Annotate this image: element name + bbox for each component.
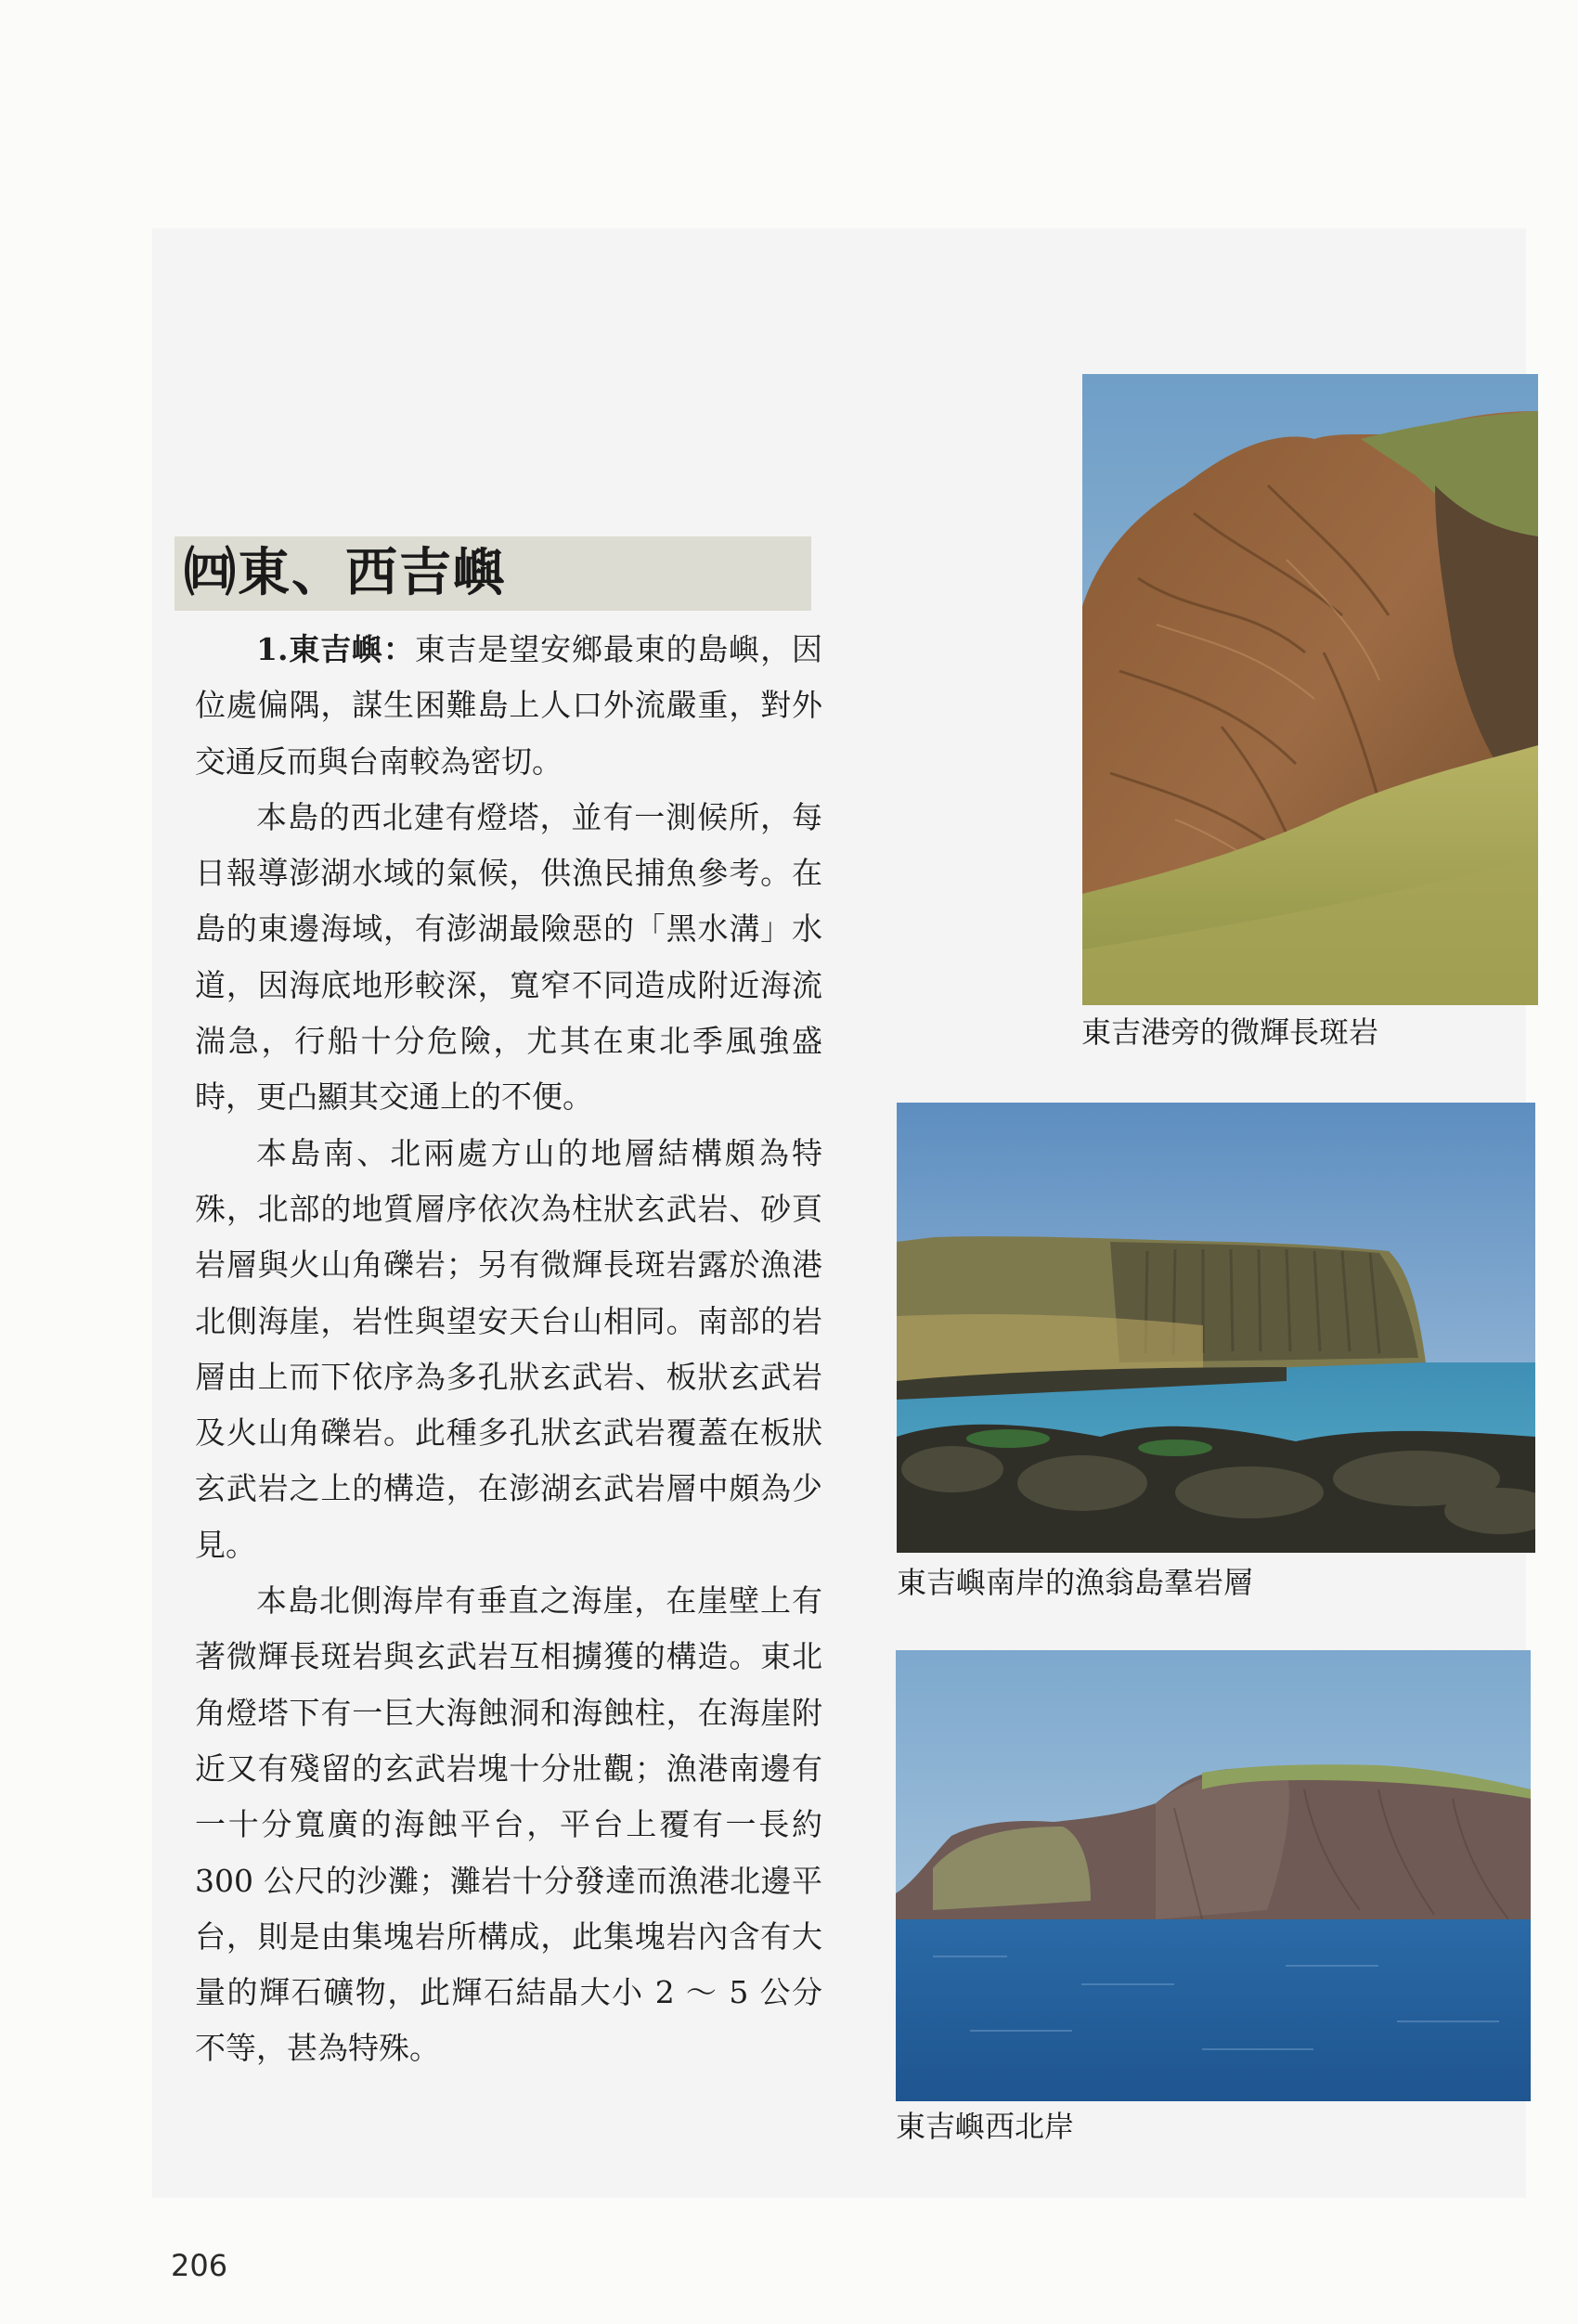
paragraph-2: 本島的西北建有燈塔，並有一測候所，每日報導澎湖水域的氣候，供漁民捕魚參考。在島的東邊海域，有澎湖最險惡的「黑水溝」水道，因海底地形較深，寬窄不同造成附近海流湍急，行船十分危險，尤其在東北季風強盛時，更凸顯其交通上的不便。 xyxy=(195,798,822,1116)
paragraph-1: 1.東吉嶼：東吉是望安鄉最東的島嶼，因位處偏隅，謀生困難島上人口外流嚴重，對外交通反而與台南較為密切。 xyxy=(195,631,823,780)
photo-south-coast xyxy=(897,1103,1535,1553)
photo-cliff-porphyry xyxy=(1082,374,1538,1005)
section-title: ㈣東、西吉嶼 xyxy=(184,543,507,603)
page-number: 206 xyxy=(171,2248,228,2283)
paragraph-lead: 1.東吉嶼： xyxy=(256,631,415,667)
photo-northwest-coast xyxy=(896,1650,1531,2101)
article-body xyxy=(195,622,822,2077)
paragraph-4: 本島北側海岸有垂直之海崖，在崖壁上有著微輝長斑岩與玄武岩互相擄獲的構造。東北角燈塔下有一巨大海蝕洞和海蝕柱，在海崖附近又有殘留的玄武岩塊十分壯觀；漁港南邊有一十分寬廣的海蝕平台，平台上覆有一長約 300 公尺的沙灘；灘岩十分發達而漁港北邊平台，則是由集塊岩所構成，此集塊岩內含有大量的輝石礦物，此輝石結晶大小 2 ～ 5 公分不等，甚為特殊。 xyxy=(195,1582,822,2067)
photo-caption-1: 東吉港旁的微輝長斑岩 xyxy=(1081,1014,1379,1050)
photo-caption-2: 東吉嶼南岸的漁翁島羣岩層 xyxy=(897,1565,1254,1600)
paragraph-3: 本島南、北兩處方山的地層結構頗為特殊，北部的地質層序依次為柱狀玄武岩、砂頁岩層與火山角礫岩；另有微輝長斑岩露於漁港北側海崖，岩性與望安天台山相同。南部的岩層由上而下依序為多孔狀玄武岩、板狀玄武岩及火山角礫岩。此種多孔狀玄武岩覆蓋在板狀玄武岩之上的構造，在澎湖玄武岩層中頗為少見。 xyxy=(195,1134,822,1563)
photo-caption-3: 東吉嶼西北岸 xyxy=(896,2109,1075,2144)
